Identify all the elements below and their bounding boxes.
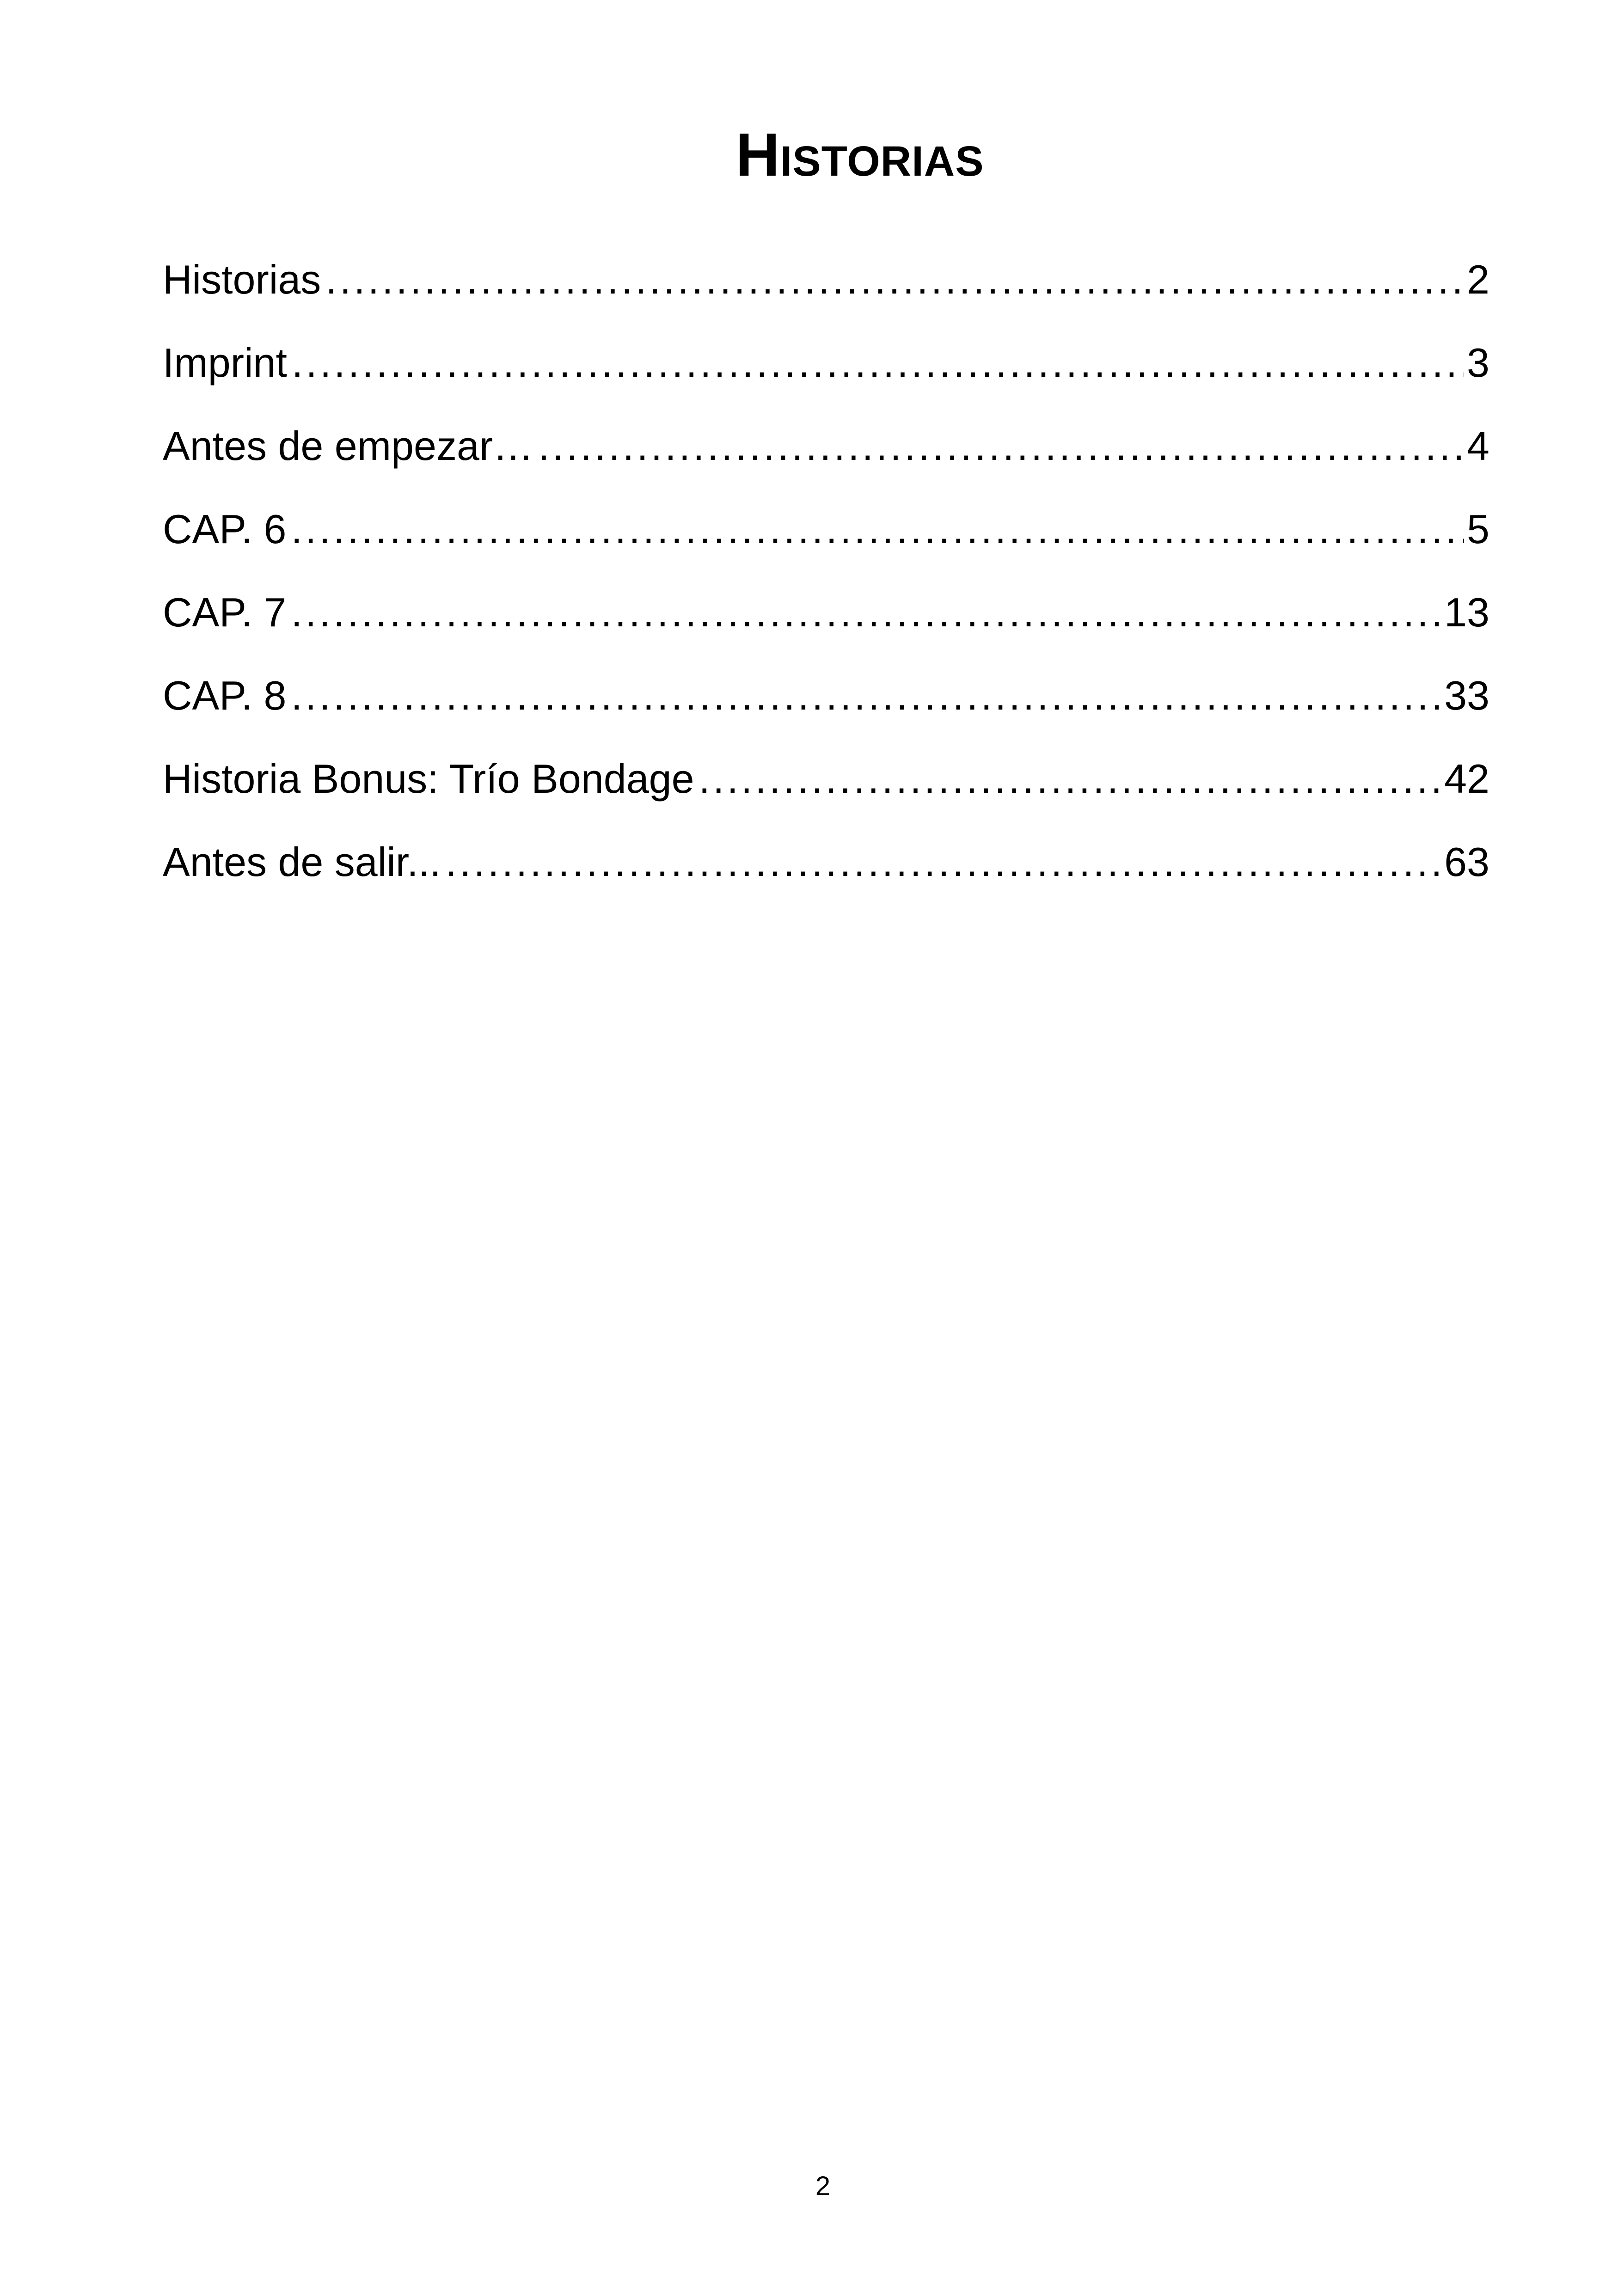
toc-entry-label: Historias [163, 257, 321, 302]
dot-leader [291, 582, 1441, 643]
toc-entry-page: 3 [1467, 340, 1489, 386]
toc-entry-antes-de-empezar[interactable] [163, 416, 1489, 499]
toc-entry-label: Historia Bonus: Trío Bondage [163, 756, 694, 802]
toc-entry-label: Antes de salir... [163, 839, 441, 885]
toc-entry-page: 2 [1467, 257, 1489, 302]
dot-leader [292, 333, 1464, 393]
footer-page-number: 2 [815, 2171, 831, 2201]
page-title: Historias [735, 121, 984, 189]
dot-leader [291, 666, 1441, 726]
toc-entry-historia-bonus[interactable] [163, 749, 1489, 832]
toc-entry-cap-8[interactable] [163, 666, 1489, 749]
toc-entry-page: 33 [1444, 673, 1489, 718]
toc-entry-cap-6[interactable] [163, 499, 1489, 582]
toc-entry-historias[interactable] [163, 250, 1489, 333]
toc-entry-cap-7[interactable] [163, 582, 1489, 666]
toc-entry-label: CAP. 8 [163, 673, 287, 718]
dot-leader [291, 499, 1464, 559]
toc-entry-page: 5 [1467, 506, 1489, 552]
toc-entry-antes-de-salir[interactable] [163, 832, 1489, 915]
dot-leader [446, 832, 1441, 892]
table-of-contents [163, 250, 1489, 915]
toc-entry-label: Imprint [163, 340, 287, 386]
toc-entry-label: CAP. 6 [163, 506, 287, 552]
dot-leader [325, 250, 1464, 310]
toc-entry-page: 63 [1444, 839, 1489, 885]
toc-entry-label: CAP. 7 [163, 589, 287, 635]
toc-entry-label: Antes de empezar… [163, 423, 534, 469]
dot-leader [538, 416, 1464, 476]
toc-entry-imprint[interactable] [163, 333, 1489, 416]
toc-entry-page: 4 [1467, 423, 1489, 469]
dot-leader [699, 749, 1442, 809]
toc-entry-page: 13 [1444, 589, 1489, 635]
toc-entry-page: 42 [1444, 756, 1489, 802]
